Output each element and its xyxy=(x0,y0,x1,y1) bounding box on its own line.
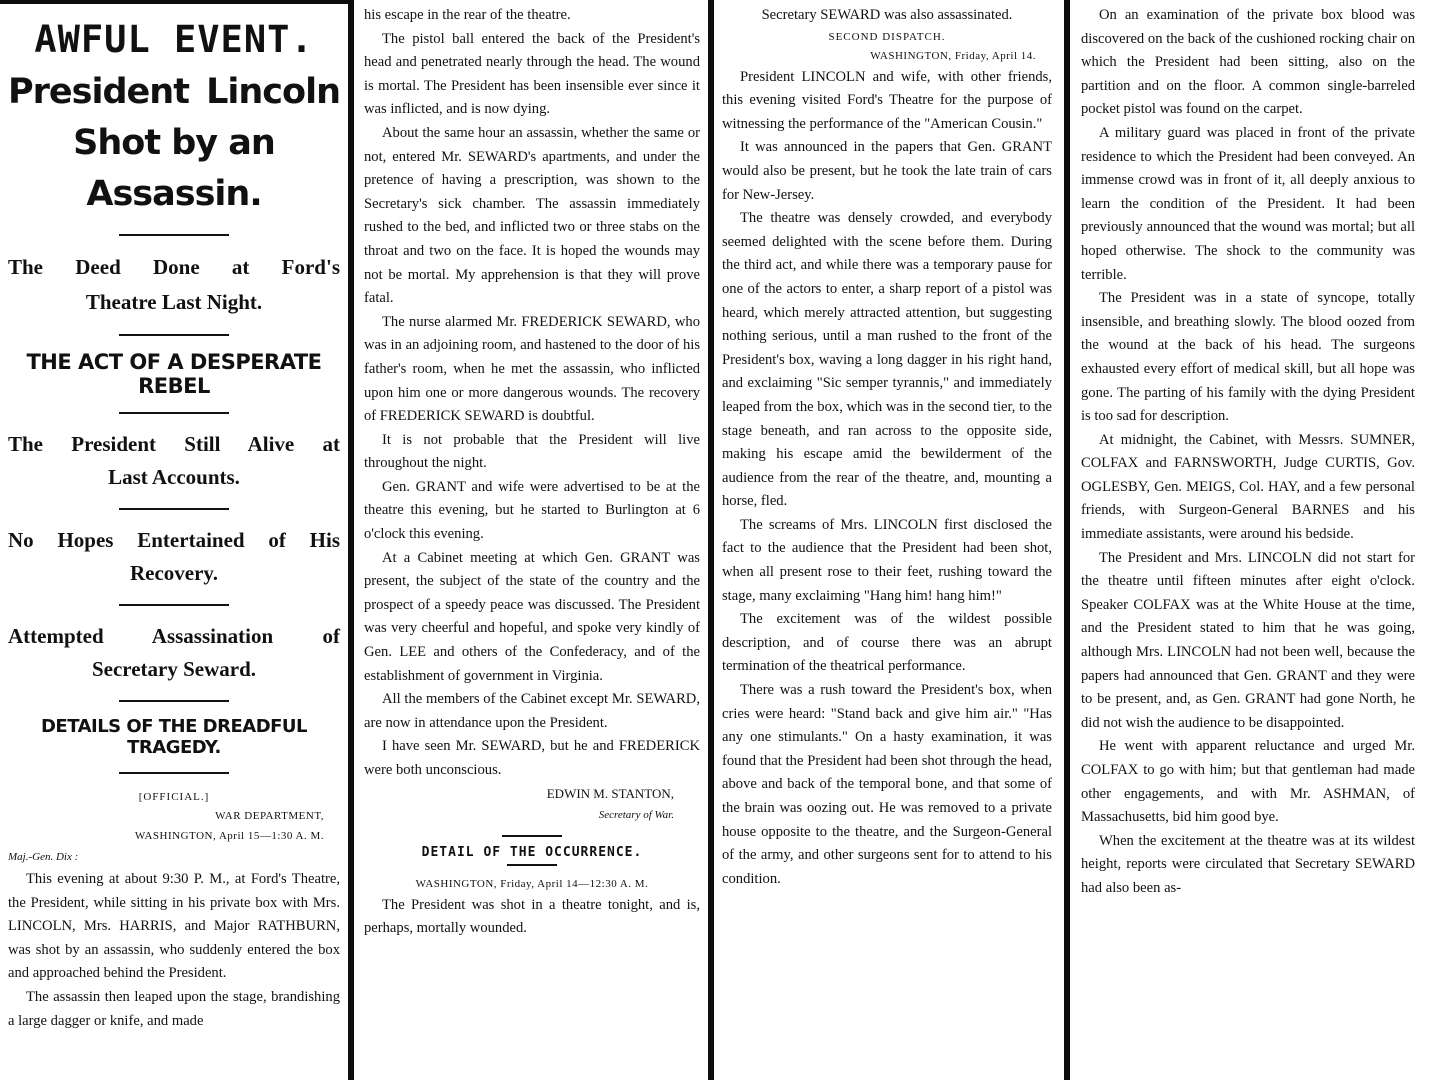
headline-theatre: Theatre Last Night. xyxy=(85,290,263,314)
headline-rebel: THE ACT OF A DESPERATE REBEL xyxy=(26,350,322,398)
detail-dateline: WASHINGTON, Friday, April 14—12:30 A. M. xyxy=(415,877,649,890)
paragraph: The President was shot in a theatre tonight, and is, perhaps, mortally wounded. xyxy=(364,896,700,937)
column-1 xyxy=(0,0,348,1080)
paragraph: The excitement was of the wildest possible description, and of course there was an abrupt termination of the theatrical performance. xyxy=(722,611,1052,675)
headline-recovery: Recovery. xyxy=(129,561,219,585)
paragraph: A military guard was placed in front of the private residence to which the President had been conveyed. An immense crowd was in front of it, all deeply anxious to learn the condition of the President. It had been previously announced that the wound was mortal; but all hoped otherwise. The shock to the community was terrible. xyxy=(1081,124,1415,283)
paragraph: It was announced in the papers that Gen. GRANT would also be present, but he took the late train of cars for New-Jersey. xyxy=(722,139,1052,203)
divider xyxy=(119,700,229,702)
column-rule xyxy=(1064,0,1070,1080)
paragraph: The President was in a state of syncope, totally insensible, and breathing slowly. The blood oozed from the wound at the back of his head. The surgeons exhausted every effort of medical skill, but all hope was gone. The parting of his family with the dying President is too sad for description. xyxy=(1081,290,1415,425)
paragraph: On an examination of the private box blood was discovered on the back of the cushioned rocking chair on which the President had been sitting, also on the partition and on the floor. A common single-barreled pocket pistol was found on the carpet. xyxy=(1081,7,1415,118)
paragraph: All the members of the Cabinet except Mr. SEWARD, are now in attendance upon the President. xyxy=(364,691,700,731)
headline-details: DETAILS OF THE DREADFUL TRAGEDY. xyxy=(40,716,308,758)
salutation: Maj.-Gen. Dix : xyxy=(8,851,79,863)
column-3 xyxy=(714,0,1060,1080)
official-tag: [OFFICIAL.] xyxy=(138,791,210,803)
divider xyxy=(119,604,229,606)
divider xyxy=(119,412,229,414)
divider xyxy=(119,234,229,236)
paragraph: I have seen Mr. SEWARD, but he and FREDERICK were both unconscious. xyxy=(364,738,700,778)
paragraph: This evening at about 9:30 P. M., at Ford's Theatre, the President, while sitting in his private box with Mrs. LINCOLN, Mrs. HARRIS, and Major RATHBURN, was shot by an assassin, who suddenly entered the box and approached behind the President. xyxy=(8,871,340,982)
headline-no-hopes: No Hopes Entertained of His xyxy=(8,528,340,552)
divider xyxy=(119,334,229,336)
column-4 xyxy=(1073,0,1423,1080)
divider xyxy=(119,508,229,510)
paragraph: The assassin then leaped upon the stage, brandishing a large dagger or knife, and made xyxy=(8,988,340,1029)
paragraph: The screams of Mrs. LINCOLN first disclosed the fact to the audience that the President had been shot, when all present rose to their feet, rushing toward the stage, many exclaiming "Hang him! hang him!" xyxy=(722,516,1052,604)
divider xyxy=(507,864,557,866)
paragraph: When the excitement at the theatre was at its wildest height, reports were circulated that Secretary SEWARD had also been as- xyxy=(1081,832,1415,896)
headline-lincoln: President Lincoln xyxy=(8,72,340,112)
official-dateline: WASHINGTON, April 15—1:30 A. M. xyxy=(134,830,324,842)
paragraph: President LINCOLN and wife, with other friends, this evening visited Ford's Theatre for the purpose of witnessing the performance of the "American Cousin." xyxy=(722,68,1052,132)
paragraph: There was a rush toward the President's box, when cries were heard: "Stand back and give him air." "Has any one stimulants." On a hasty examination, it was found that the President had been shot through the head, above and back of the temporal bone, and that some of the brain was oozing out. He was removed to a private house opposite to the theatre, and the Surgeon-General of the army, and other surgeons sent for to attend to his condition. xyxy=(722,682,1052,887)
paragraph: Gen. GRANT and wife were advertised to be at the theatre this evening, but he started to Burlington at 6 o'clock this evening. xyxy=(364,478,700,543)
dispatch-dateline: WASHINGTON, Friday, April 14. xyxy=(870,49,1036,62)
headline-assassin: Assassin. xyxy=(86,174,262,214)
divider xyxy=(119,772,229,774)
headline-accounts: Last Accounts. xyxy=(108,465,240,489)
paragraph: his escape in the rear of the theatre. xyxy=(364,7,571,23)
signature-title: Secretary of War. xyxy=(598,808,674,821)
paragraph: At a Cabinet meeting at which Gen. GRANT was present, the subject of the state of the country and the prospect of a speedy peace was discussed. The President was very cheerful and hopeful, and spoke very kindly of Gen. LEE and others of the Confederacy, and of the establishment of government in Virginia. xyxy=(364,549,700,684)
detail-heading: DETAIL OF THE OCCURRENCE. xyxy=(421,844,643,860)
paragraph: It is not probable that the President will live throughout the night. xyxy=(364,431,700,472)
signature: EDWIN M. STANTON, xyxy=(546,785,674,801)
headline-main: AWFUL EVENT. xyxy=(34,18,314,61)
paragraph: At midnight, the Cabinet, with Messrs. SUMNER, COLFAX and FARNSWORTH, Judge CURTIS, Gov. OGLESBY, Gen. MEIGS, Col. HAY, and a few personal friends, with Surgeon-General BARNES and his immediate assistants, were around his bedside. xyxy=(1081,431,1415,543)
paragraph: Secretary SEWARD was also assassinated. xyxy=(761,7,1013,23)
paragraph: The President and Mrs. LINCOLN did not start for the theatre until fifteen minutes after eight o'clock. Speaker COLFAX was at the White House at the time, and the President stated to him that he was going, although Mrs. LINCOLN had not been well, because the papers had announced that Gen. GRANT and they were to be present, and, as Gen. GRANT had gone North, he did not wish the audience to be disappointed. xyxy=(1081,549,1415,731)
column-rule xyxy=(348,0,354,1080)
divider xyxy=(502,835,562,837)
paragraph: The theatre was densely crowded, and everybody seemed delighted with the scene before them. During the third act, and while there was a temporary pause for one of the actors to enter, a sharp report of a pistol was heard, which merely attracted attention, but suggesting nothing serious, until a man rushed to the front of the President's box, waving a long dagger in his right hand, and exclaiming "Sic semper tyrannis," and immediately leaped from the box, which was in the second tier, to the stage beneath, and ran across to the opposite side, making his escape amid the bewilderment of the audience from the rear of the theatre, and, mounting a horse, fled. xyxy=(722,210,1052,510)
paragraph: The pistol ball entered the back of the President's head and penetrated nearly through the head. The wound is mortal. The President has been insensible ever since it was inflicted, and is now dying. xyxy=(364,30,700,118)
paragraph: About the same hour an assassin, whether the same or not, entered Mr. SEWARD's apartments, and under the pretence of having a prescription, was shown to the Secretary's sick chamber. The assassin immediately rushed to the bed, and inflicted two or three stabs on the throat and two on the face. It is hoped the wounds may not be mortal. My apprehension is that they will prove fatal. xyxy=(364,124,700,307)
dept-line: WAR DEPARTMENT, xyxy=(215,810,324,822)
paragraph: The nurse alarmed Mr. FREDERICK SEWARD, who was in an adjoining room, and hastened to the door of his father's room, when he met the assassin, who inflicted upon him one or more dangerous wounds. The recovery of FREDERICK SEWARD is doubtful. xyxy=(364,313,700,425)
headline-attempted: Attempted Assassination of xyxy=(8,624,340,648)
headline-seward: Secretary Seward. xyxy=(91,657,257,681)
headline-shot: Shot by an xyxy=(73,123,275,163)
column-2 xyxy=(356,0,708,1080)
headline-alive: The President Still Alive at xyxy=(8,432,340,456)
paragraph: He went with apparent reluctance and urged Mr. COLFAX to go with him; but that gentleman had made other engagements, and with Mr. ASHMAN, of Massachusetts, bid him good bye. xyxy=(1081,738,1415,826)
headline-deed: The Deed Done at Ford's xyxy=(8,255,340,279)
second-dispatch: SECOND DISPATCH. xyxy=(828,30,946,43)
